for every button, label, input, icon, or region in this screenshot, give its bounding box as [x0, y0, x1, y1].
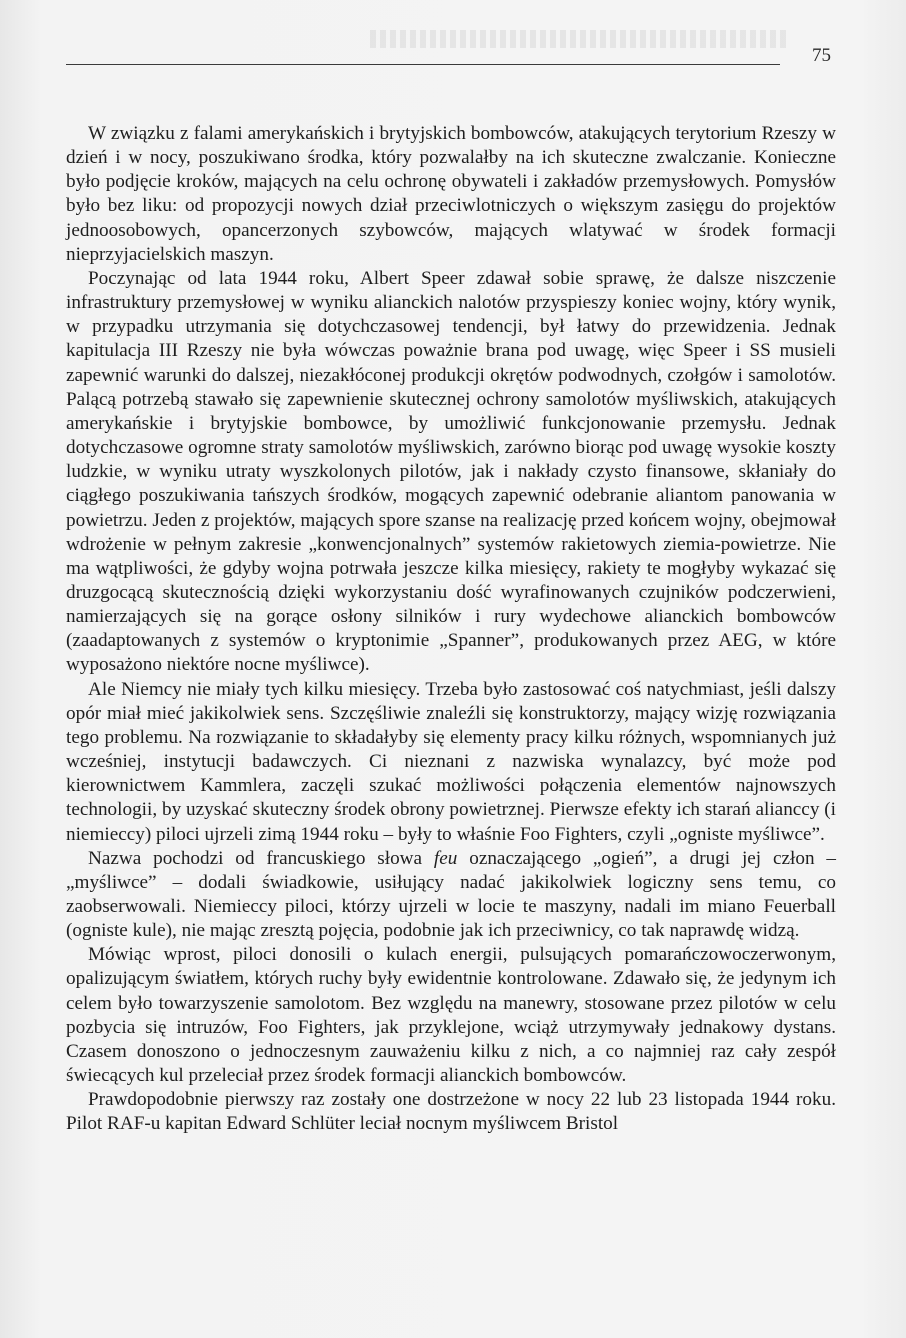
paragraph	[66, 1088, 836, 1136]
paragraph-text: Ale Niemcy nie miały tych kilku miesięcy. Trzeba było zastosować coś natychmiast, jeśli dalszy opór miał mieć jakikolwiek sens. Szczęśliwie znaleźli się konstruktorzy, mający wizję rozwiązania tego problemu. Na rozwiązanie to składałyby się elementy pracy kilku różnych, wspomnianych już wcześniej, instytucji badawczych. Ci nieznani z nazwiska wynalazcy, być może pod kierownictwem Kammlera, zaczęli szukać możliwości połączenia elementów najnowszych technologii, by uzyskać skuteczny środek obrony powietrznej. Pierwsze efekty ich starań alianccy (i niemieccy) piloci ujrzeli zimą 1944 roku – były to właśnie Foo Fighters, czyli „ogniste myśliwce”.	[66, 678, 836, 845]
body-text	[66, 122, 836, 1137]
show-through-text	[370, 30, 790, 48]
paragraph-text: Mówiąc wprost, piloci donosili o kulach energii, pulsujących pomarańczowoczerwonym, opalizującym światłem, których ruchy były ewidentnie kontrolowane. Zdawało się, że jedynym ich celem było towarzyszenie samolotom. Bez względu na manewry, stosowane przez pilotów w celu pozbycia się intruzów, Foo Fighters, jak przyklejone, wciąż utrzymywały jednakowy dystans. Czasem donoszono o jednoczesnym zauważeniu kilku z nich, a co najmniej raz cały zespół świecących kul przeleciał przez środek formacji alianckich bombowców.	[66, 944, 836, 1087]
paragraph	[66, 943, 836, 1088]
paragraph	[66, 678, 836, 847]
paragraph	[66, 847, 836, 944]
paragraph	[66, 267, 836, 678]
paragraph-text: Prawdopodobnie pierwszy raz zostały one dostrzeżone w nocy 22 lub 23 listopada 1944 roku. Pilot RAF-u kapitan Edward Schlüter leciał nocnym myśliwcem Bristol	[66, 1089, 836, 1135]
paragraph-text: Poczynając od lata 1944 roku, Albert Speer zdawał sobie sprawę, że dalsze niszczenie infrastruktury przemysłowej w wyniku alianckich nalotów przyspieszy koniec wojny, który wynik, w przypadku utrzymania się dotychczasowej tendencji, był łatwy do przewidzenia. Jednak kapitulacja III Rzeszy nie była wówczas poważnie brana pod uwagę, więc Speer i SS musieli zapewnić warunki do dalszej, niezakłóconej produkcji okrętów podwodnych, czołgów i samolotów. Palącą potrzebą stawało się zapewnienie skutecznej ochrony samolotów myśliwskich, atakujących amerykańskie i brytyjskie bombowce, by umożliwić funkcjonowanie przemysłu. Jednak dotychczasowe ogromne straty samolotów myśliwskich, zarówno biorąc pod uwagę wysokie koszty ludzkie, w wyniku utraty wyszkolonych pilotów, jak i nakłady czysto finansowe, skłaniały do ciągłego poszukiwania tańszych środków, mogących zapewnić odebranie aliantom panowania w powietrzu. Jeden z projektów, mających spore szanse na realizację przed końcem wojny, obejmował wdrożenie w pełnym zakresie „konwencjonalnych” systemów rakietowych ziemia-powietrze. Nie ma wątpliwości, że gdyby wojna potrwała jeszcze kilka miesięcy, rakiety te mogłyby wykazać się druzgocącą skutecznością dzięki wykorzystaniu dość wyrafinowanych czujników podczerwieni, namierzających się na gorące osłony silników i rury wydechowe alianckich bombowców (zaadaptowanych z systemów o kryptonimie „Spanner”, produkowanych przez AEG, w które wyposażono niektóre nocne myśliwce).	[66, 267, 836, 676]
italic-word: feu	[433, 847, 458, 869]
paragraph-text: Nazwa pochodzi od francuskiego słowa	[88, 847, 434, 869]
paragraph-text: oznaczającego „ogień”, a drugi jej człon – „myśliwce” – dodali świadkowie, usiłujący nadać jakikolwiek logiczny sens temu, co zaobserwowali. Niemieccy piloci, którzy ujrzeli w locie te maszyny, nadali im miano Feuerball (ogniste kule), nie mając zresztą pojęcia, podobnie jak ich przeciwnicy, co tak naprawdę widzą.	[66, 847, 836, 942]
header-rule	[66, 64, 780, 65]
paragraph	[66, 122, 836, 267]
page-number: 75	[812, 45, 831, 66]
paragraph-text: W związku z falami amerykańskich i brytyjskich bombowców, atakujących terytorium Rzeszy w dzień i w nocy, poszukiwano środka, który pozwalałby na ich skuteczne zwalczanie. Konieczne było podjęcie kroków, mających na celu ochronę obywateli i zakładów przemysłowych. Pomysłów było bez liku: od propozycji nowych dział przeciwlotniczych o większym zasięgu do projektów jednoosobowych, opancerzonych szybowców, mających wlatywać w środek formacji nieprzyjacielskich maszyn.	[66, 123, 836, 265]
